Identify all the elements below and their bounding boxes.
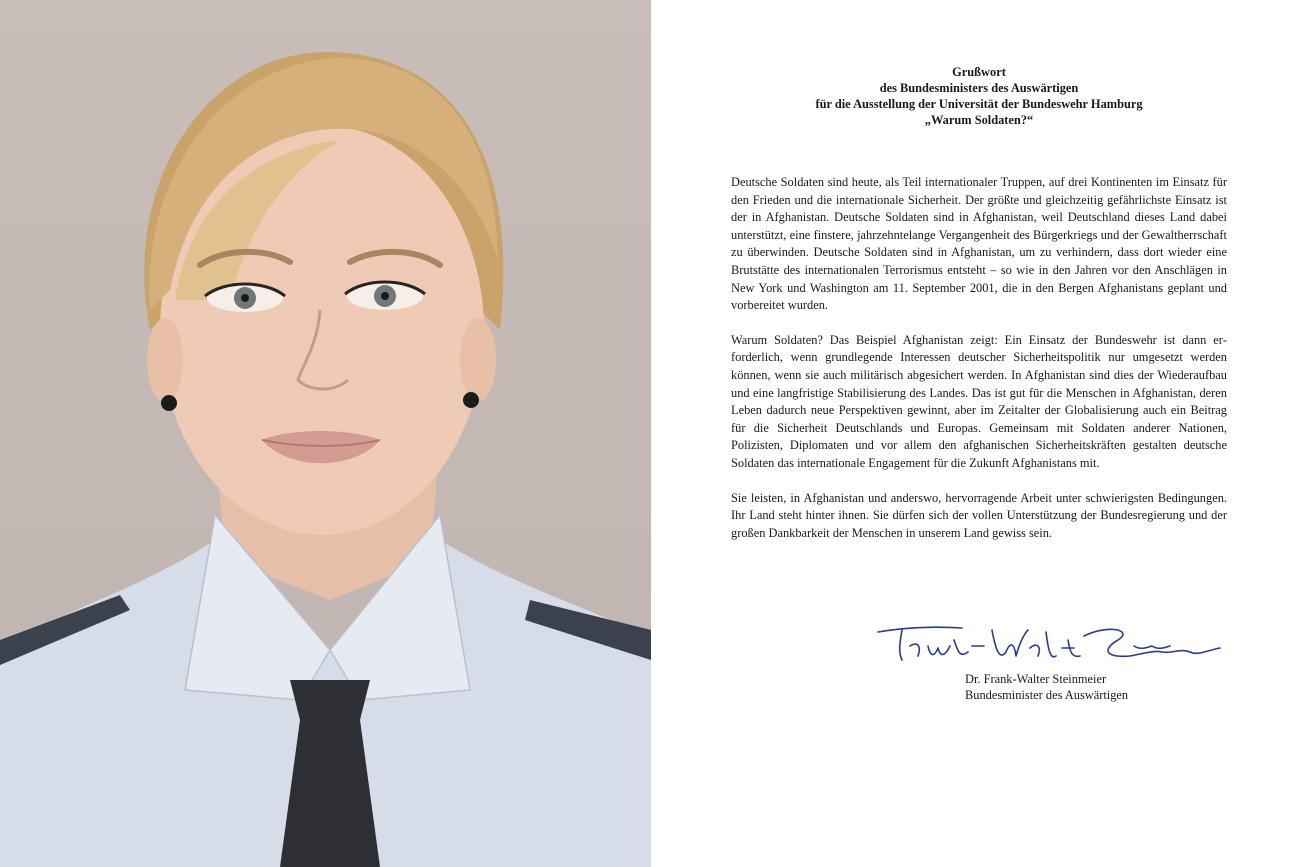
signer-block — [965, 672, 1128, 703]
signer-title: Bundesminister des Auswärtigen — [965, 687, 1129, 702]
left-earring — [161, 395, 177, 411]
heading-line-1: Grußwort — [952, 65, 1006, 79]
paragraph-2: Warum Soldaten? Das Beispiel Afghanistan zeigt: Ein Einsatz der Bundeswehr ist dann erforderlich, wenn grundlegende Interessen deutscher Sicherheitspolitik nur umgesetzt werden können, wenn sie auch militärisch abgesichert werden. In Afghanistan sind dies der Wiederaufbau und eine langfristige Stabilisierung des Landes. Das ist gut für die Menschen in Afghanistan, deren Leben dadurch neue Perspektiven gewinnt, aber im Zeitalter der Globalisierung auch ein Beitrag für die Sicherheit Deutschlands und Europas. Gemeinsam mit Soldaten anderer Nationen, Polizisten, Diplomaten und vor allem den afghanischen Sicherheitskräften gestalten deutsche Soldaten das internationale Engagement für die Zukunft Afghanistans mit. — [731, 332, 1227, 470]
signer-name: Dr. Frank-Walter Steinmeier — [965, 672, 1107, 686]
heading-line-3: für die Ausstellung der Universität der Bundeswehr Hamburg — [815, 97, 1143, 111]
right-ear — [460, 318, 496, 402]
paragraph-1: Deutsche Soldaten sind heute, als Teil internationaler Truppen, auf drei Kontinenten im Einsatz für den Frieden und die internationale Sicherheit. Der größte und gleichzeitig gefährlichste Einsatz ist der in Afghanistan. Deutsche Soldaten sind in Afghanistan, weil Deutschland dieses Land dabei unterstützt, eine finstere, jahrzehntelange Vergangenheit des Bürgerkriegs und der Gewaltherrschaft zu überwinden. Deutsche Soldaten sind in Afghanistan, um zu verhindern, dass dort wieder eine Brutstätte des internationalen Terrorismus entsteht – so wie in den Jahren vor den Anschlägen in New York und Washington am 11. September 2001, die in den Bergen Afghanistans geplant und vorbereitet wurden. — [731, 175, 1227, 313]
heading-line-4: „Warum Soldaten?“ — [924, 113, 1034, 127]
right-pupil — [381, 292, 389, 300]
right-earring — [463, 392, 479, 408]
left-ear — [147, 318, 183, 402]
letter-body — [731, 64, 1227, 559]
left-pupil — [241, 294, 249, 302]
letter-heading — [731, 64, 1227, 128]
paragraph-3: Sie leisten, in Afghanistan und anderswo, hervorragende Arbeit unter schwierigsten Bedingungen. Ihr Land steht hinter ihnen. Sie dürfen sich der vollen Unterstützung der Bundesregierung und der großen Dankbarkeit der Menschen in unserem Land gewiss sein. — [731, 490, 1227, 540]
heading-line-2: des Bundesministers des Auswärtigen — [879, 81, 1079, 95]
signature-scrawl — [872, 612, 1232, 672]
